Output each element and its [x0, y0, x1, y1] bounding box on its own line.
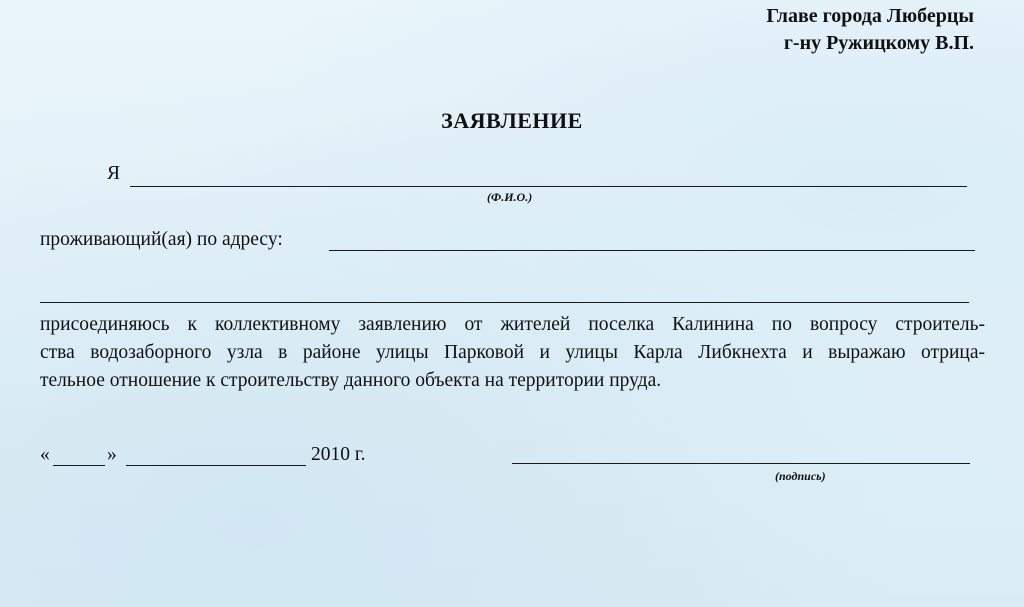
signature-line [512, 463, 970, 464]
date-close-quote: » [107, 444, 117, 465]
address-label: проживающий(ая) по адресу: [40, 229, 283, 250]
addressee-line-1: Главе города Люберцы [766, 5, 974, 27]
date-day-line [53, 465, 105, 466]
address-line-2 [40, 302, 969, 303]
body-line-1: присоединяюсь к коллективному заявлению от жителей поселка Калинина по вопросу строитель- [40, 314, 985, 335]
name-line [130, 186, 967, 187]
date-open-quote: « [40, 444, 50, 465]
body-line-2: ства водозаборного узла в районе улицы Парковой и улицы Карла Либкнехта и выражаю отрица- [40, 342, 985, 363]
date-year: 2010 г. [311, 444, 366, 465]
document-title: ЗАЯВЛЕНИЕ [441, 108, 583, 133]
name-prefix: Я [107, 163, 121, 184]
body-line-3: тельное отношение к строительству данного объекта на территории пруда. [40, 370, 662, 391]
body-paragraph [40, 311, 985, 395]
addressee-line-2: г-ну Ружицкому В.П. [783, 32, 974, 54]
signature-caption: (подпись) [775, 469, 826, 483]
date-month-line [126, 465, 306, 466]
address-line-1 [329, 250, 975, 251]
name-caption: (Ф.И.О.) [487, 190, 533, 204]
